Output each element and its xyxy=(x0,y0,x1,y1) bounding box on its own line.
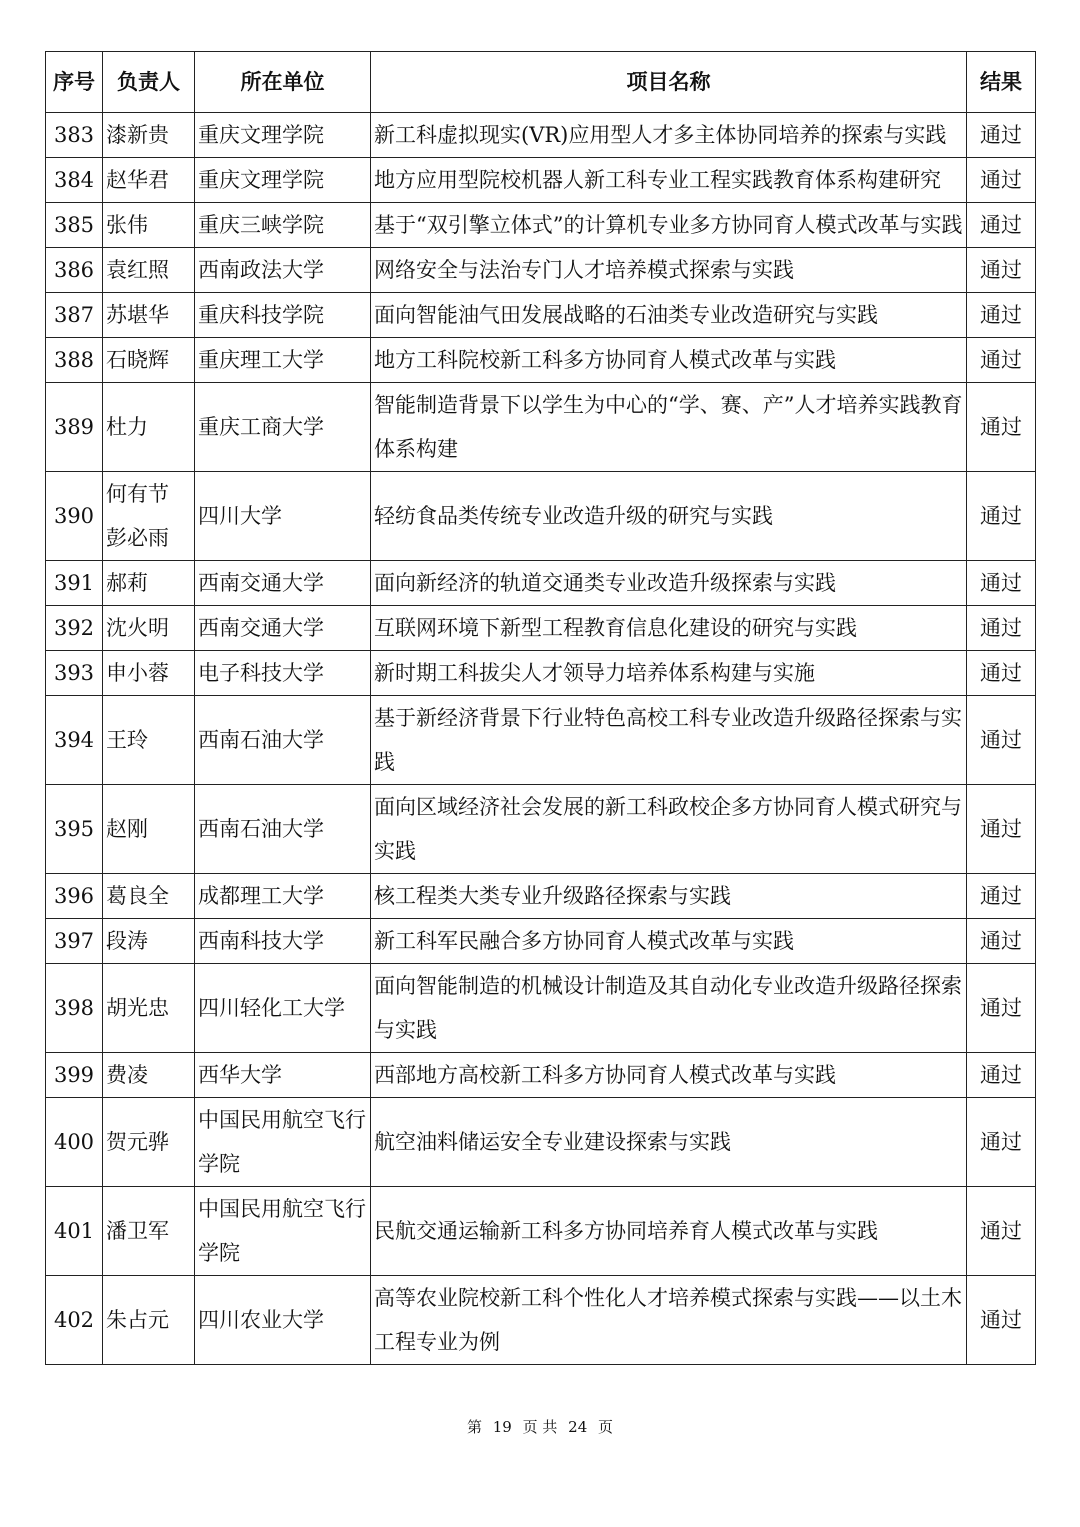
cell-project: 民航交通运输新工科多方协同培养育人模式改革与实践 xyxy=(371,1187,967,1276)
cell-result: 通过 xyxy=(967,338,1036,383)
cell-seq: 397 xyxy=(46,919,103,964)
cell-result: 通过 xyxy=(967,248,1036,293)
footer-prefix: 第 xyxy=(466,1418,482,1436)
cell-project: 高等农业院校新工科个性化人才培养模式探索与实践——以土木工程专业为例 xyxy=(371,1276,967,1365)
cell-seq: 399 xyxy=(46,1053,103,1098)
cell-project: 智能制造背景下以学生为中心的“学、赛、产”人才培养实践教育体系构建 xyxy=(371,383,967,472)
cell-person: 苏堪华 xyxy=(103,293,195,338)
cell-unit: 重庆三峡学院 xyxy=(195,203,371,248)
cell-unit: 四川农业大学 xyxy=(195,1276,371,1365)
cell-project: 地方应用型院校机器人新工科专业工程实践教育体系构建研究 xyxy=(371,158,967,203)
cell-unit: 西南石油大学 xyxy=(195,696,371,785)
cell-seq: 396 xyxy=(46,874,103,919)
cell-seq: 393 xyxy=(46,651,103,696)
cell-result: 通过 xyxy=(967,203,1036,248)
cell-result: 通过 xyxy=(967,1053,1036,1098)
cell-person: 申小蓉 xyxy=(103,651,195,696)
cell-project: 基于“双引擎立体式”的计算机专业多方协同育人模式改革与实践 xyxy=(371,203,967,248)
table-row xyxy=(46,113,1036,158)
cell-project: 轻纺食品类传统专业改造升级的研究与实践 xyxy=(371,472,967,561)
cell-unit: 西南交通大学 xyxy=(195,561,371,606)
cell-unit: 西南交通大学 xyxy=(195,606,371,651)
cell-seq: 400 xyxy=(46,1098,103,1187)
cell-person: 潘卫军 xyxy=(103,1187,195,1276)
cell-unit: 四川大学 xyxy=(195,472,371,561)
cell-unit: 重庆文理学院 xyxy=(195,158,371,203)
cell-unit: 西华大学 xyxy=(195,1053,371,1098)
cell-seq: 402 xyxy=(46,1276,103,1365)
cell-unit: 西南政法大学 xyxy=(195,248,371,293)
cell-result: 通过 xyxy=(967,113,1036,158)
cell-project: 西部地方高校新工科多方协同育人模式改革与实践 xyxy=(371,1053,967,1098)
table-row xyxy=(46,293,1036,338)
header-result: 结果 xyxy=(967,52,1036,113)
table-row xyxy=(46,919,1036,964)
cell-result: 通过 xyxy=(967,606,1036,651)
cell-person: 漆新贵 xyxy=(103,113,195,158)
cell-person: 费凌 xyxy=(103,1053,195,1098)
cell-project: 互联网环境下新型工程教育信息化建设的研究与实践 xyxy=(371,606,967,651)
cell-seq: 390 xyxy=(46,472,103,561)
table-row xyxy=(46,651,1036,696)
cell-result: 通过 xyxy=(967,158,1036,203)
page-footer xyxy=(0,1416,1080,1437)
table-row xyxy=(46,964,1036,1053)
cell-seq: 395 xyxy=(46,785,103,874)
table-row xyxy=(46,1098,1036,1187)
cell-result: 通过 xyxy=(967,1187,1036,1276)
cell-unit: 四川轻化工大学 xyxy=(195,964,371,1053)
table-row xyxy=(46,1053,1036,1098)
cell-project: 核工程类大类专业升级路径探索与实践 xyxy=(371,874,967,919)
cell-seq: 394 xyxy=(46,696,103,785)
cell-unit: 重庆理工大学 xyxy=(195,338,371,383)
table-body xyxy=(46,113,1036,1365)
table-header-row xyxy=(46,52,1036,113)
cell-result: 通过 xyxy=(967,964,1036,1053)
cell-unit: 电子科技大学 xyxy=(195,651,371,696)
cell-project: 面向智能制造的机械设计制造及其自动化专业改造升级路径探索与实践 xyxy=(371,964,967,1053)
table-row xyxy=(46,338,1036,383)
header-seq: 序号 xyxy=(46,52,103,113)
project-results-table xyxy=(45,51,1036,1365)
header-unit: 所在单位 xyxy=(195,52,371,113)
cell-result: 通过 xyxy=(967,874,1036,919)
cell-person: 贺元骅 xyxy=(103,1098,195,1187)
cell-result: 通过 xyxy=(967,919,1036,964)
cell-project: 面向新经济的轨道交通类专业改造升级探索与实践 xyxy=(371,561,967,606)
cell-project: 面向区域经济社会发展的新工科政校企多方协同育人模式研究与实践 xyxy=(371,785,967,874)
cell-project: 面向智能油气田发展战略的石油类专业改造研究与实践 xyxy=(371,293,967,338)
cell-seq: 392 xyxy=(46,606,103,651)
cell-result: 通过 xyxy=(967,651,1036,696)
table-row xyxy=(46,1187,1036,1276)
table-row xyxy=(46,874,1036,919)
table-row xyxy=(46,248,1036,293)
cell-person: 沈火明 xyxy=(103,606,195,651)
table-row xyxy=(46,561,1036,606)
cell-seq: 387 xyxy=(46,293,103,338)
cell-seq: 388 xyxy=(46,338,103,383)
cell-result: 通过 xyxy=(967,293,1036,338)
cell-seq: 384 xyxy=(46,158,103,203)
cell-person: 胡光忠 xyxy=(103,964,195,1053)
table-row xyxy=(46,606,1036,651)
cell-result: 通过 xyxy=(967,1098,1036,1187)
table-row xyxy=(46,158,1036,203)
header-person: 负责人 xyxy=(103,52,195,113)
cell-seq: 391 xyxy=(46,561,103,606)
table-row xyxy=(46,696,1036,785)
cell-project: 基于新经济背景下行业特色高校工科专业改造升级路径探索与实践 xyxy=(371,696,967,785)
footer-suffix: 页 xyxy=(598,1418,614,1436)
cell-unit: 重庆工商大学 xyxy=(195,383,371,472)
cell-person: 袁红照 xyxy=(103,248,195,293)
cell-result: 通过 xyxy=(967,1276,1036,1365)
cell-person: 赵刚 xyxy=(103,785,195,874)
cell-person: 石晓辉 xyxy=(103,338,195,383)
table-row xyxy=(46,785,1036,874)
table-row xyxy=(46,203,1036,248)
footer-total-pages: 24 xyxy=(568,1418,588,1436)
cell-project: 地方工科院校新工科多方协同育人模式改革与实践 xyxy=(371,338,967,383)
cell-person: 张伟 xyxy=(103,203,195,248)
cell-seq: 389 xyxy=(46,383,103,472)
cell-seq: 385 xyxy=(46,203,103,248)
table-row xyxy=(46,383,1036,472)
cell-result: 通过 xyxy=(967,472,1036,561)
footer-mid: 页 共 xyxy=(522,1418,558,1436)
cell-seq: 383 xyxy=(46,113,103,158)
header-project: 项目名称 xyxy=(371,52,967,113)
cell-project: 新工科虚拟现实(VR)应用型人才多主体协同培养的探索与实践 xyxy=(371,113,967,158)
cell-result: 通过 xyxy=(967,785,1036,874)
cell-project: 航空油料储运安全专业建设探索与实践 xyxy=(371,1098,967,1187)
cell-unit: 中国民用航空飞行学院 xyxy=(195,1187,371,1276)
cell-person: 王玲 xyxy=(103,696,195,785)
cell-unit: 成都理工大学 xyxy=(195,874,371,919)
table-row xyxy=(46,472,1036,561)
footer-page-number: 19 xyxy=(492,1418,512,1436)
cell-result: 通过 xyxy=(967,383,1036,472)
cell-result: 通过 xyxy=(967,561,1036,606)
cell-unit: 西南科技大学 xyxy=(195,919,371,964)
cell-unit: 西南石油大学 xyxy=(195,785,371,874)
cell-unit: 中国民用航空飞行学院 xyxy=(195,1098,371,1187)
table-row xyxy=(46,1276,1036,1365)
cell-project: 网络安全与法治专门人才培养模式探索与实践 xyxy=(371,248,967,293)
cell-seq: 401 xyxy=(46,1187,103,1276)
cell-unit: 重庆文理学院 xyxy=(195,113,371,158)
cell-seq: 398 xyxy=(46,964,103,1053)
cell-project: 新工科军民融合多方协同育人模式改革与实践 xyxy=(371,919,967,964)
cell-project: 新时期工科拔尖人才领导力培养体系构建与实施 xyxy=(371,651,967,696)
cell-seq: 386 xyxy=(46,248,103,293)
cell-person: 赵华君 xyxy=(103,158,195,203)
cell-person: 何有节 彭必雨 xyxy=(103,472,195,561)
cell-person: 葛良全 xyxy=(103,874,195,919)
cell-unit: 重庆科技学院 xyxy=(195,293,371,338)
cell-person: 朱占元 xyxy=(103,1276,195,1365)
cell-result: 通过 xyxy=(967,696,1036,785)
cell-person: 杜力 xyxy=(103,383,195,472)
cell-person: 段涛 xyxy=(103,919,195,964)
cell-person: 郝莉 xyxy=(103,561,195,606)
